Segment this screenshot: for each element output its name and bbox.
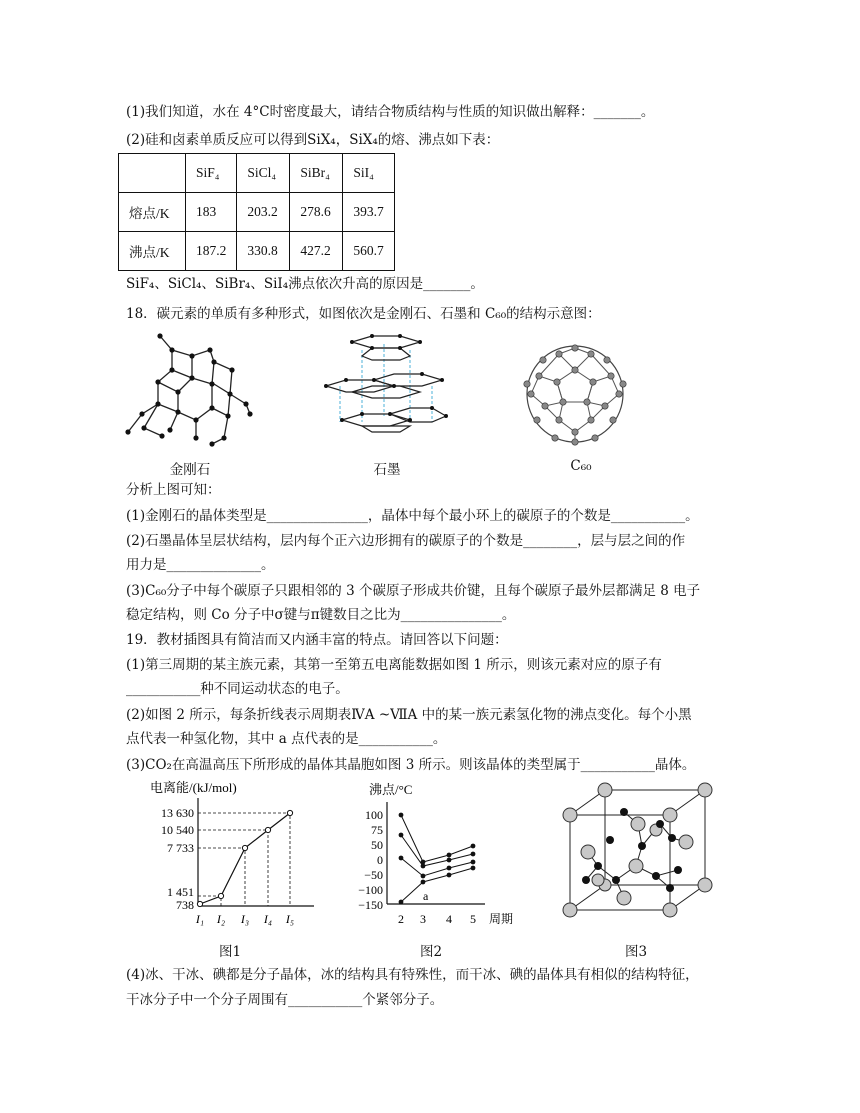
q18-part-3b: 稳定结构，则 Co 分子中σ键与π键数目之比为_______________。 [126, 607, 516, 623]
fig2-caption: 图2 [419, 944, 443, 960]
fig2-xtick: 5 [470, 912, 476, 926]
graphite-structure-figure [322, 330, 452, 438]
table-header: SiBr₄ [290, 154, 343, 193]
caption-diamond: 金刚石 [169, 462, 211, 478]
figure-1-ionization-energy [130, 780, 330, 930]
fig1-ytick: 1 451 [167, 885, 194, 899]
fig2-ytick: 75 [371, 823, 383, 837]
q19-part-2a: (2)如图 2 所示，每条折线表示周期表ⅣA ~ⅦA 中的某一族元素氢化物的沸点变化。每个小黑 [126, 707, 692, 723]
sihalide-table [118, 153, 395, 271]
fig2-xlabel: 周期 [489, 912, 514, 926]
table-cell: 560.7 [343, 232, 394, 271]
q19-part-4b: 干冰分子中一个分子周围有___________个紧邻分子。 [126, 992, 444, 1008]
table-cell [119, 154, 186, 193]
fig2-ytick: −100 [358, 883, 383, 897]
fig2-point-a: a [423, 889, 429, 903]
q19-part-1a: (1)第三周期的某主族元素，其第一至第五电离能数据如图 1 所示，则该元素对应的原子有 [126, 657, 662, 673]
diamond-structure-figure [122, 326, 257, 451]
q17-line-1: (1)我们知道，水在 4°C时密度最大，请结合物质结构与性质的知识做出解释：_______。 [126, 104, 655, 120]
fig1-ytick: 738 [176, 898, 194, 912]
q19-part-2b: 点代表一种氢化物，其中 a 点代表的是___________。 [126, 731, 447, 747]
table-cell: 330.8 [237, 232, 290, 271]
figure-3-unit-cell [560, 780, 720, 920]
fig1-xtick: I₄ [263, 912, 273, 926]
q19-part-3: (3)CO₂在高温高压下所形成的晶体其晶胞如图 3 所示。则该晶体的类型属于___________晶体。 [126, 757, 696, 773]
fig2-ytick: 100 [365, 808, 383, 822]
table-cell: 187.2 [186, 232, 237, 271]
caption-c60: C₆₀ [570, 458, 592, 474]
fig2-ytick: −50 [364, 868, 383, 882]
fig2-ytick: −150 [358, 898, 383, 912]
table-cell: 427.2 [290, 232, 343, 271]
table-cell: 熔点/K [119, 193, 186, 232]
fig2-xtick: 2 [398, 912, 404, 926]
fig1-xtick: I₃ [240, 912, 250, 926]
table-row [119, 193, 395, 232]
fig1-xtick: I₁ [195, 912, 205, 926]
table-cell: 203.2 [237, 193, 290, 232]
figure-2-boiling-points [345, 780, 525, 930]
q17-line-3: SiF₄、SiCl₄、SiBr₄、SiI₄沸点依次升高的原因是_______。 [126, 276, 484, 292]
q19-part-1b: ___________种不同运动状态的电子。 [126, 681, 349, 697]
fig2-ylabel: 沸点/°C [369, 782, 413, 797]
fig1-xtick: I₂ [216, 912, 226, 926]
q18-part-3a: (3)C₆₀分子中每个碳原子只跟相邻的 3 个碳原子形成共价键，且每个碳原子最外层都满足 8 电子 [126, 583, 701, 599]
q18-intro: 18．碳元素的单质有多种形式，如图依次是金刚石、石墨和 C₆₀的结构示意图： [126, 306, 601, 322]
fig3-caption: 图3 [624, 944, 648, 960]
table-cell: 183 [186, 193, 237, 232]
table-cell: 沸点/K [119, 232, 186, 271]
q18-part-2a: (2)石墨晶体呈层状结构，层内每个正六边形拥有的碳原子的个数是________，层与层之间的作 [126, 533, 686, 549]
fig1-xtick: I₅ [285, 912, 295, 926]
table-cell: 278.6 [290, 193, 343, 232]
fig2-xtick: 3 [420, 912, 426, 926]
fig2-ytick: 0 [377, 853, 383, 867]
fig1-ytick: 10 540 [161, 823, 194, 837]
caption-graphite: 石墨 [373, 462, 401, 478]
table-header: SiI₄ [343, 154, 394, 193]
fig1-caption: 图1 [218, 944, 242, 960]
q19-part-4a: (4)冰、干冰、碘都是分子晶体，冰的结构具有特殊性，而干冰、碘的晶体具有相似的结构特征， [126, 967, 699, 983]
fig1-ytick: 13 630 [161, 806, 194, 820]
q18-part-2b: 用力是______________。 [126, 557, 275, 573]
q19-intro: 19．教材插图具有简洁而又内涵丰富的特点。请回答以下问题： [126, 632, 508, 648]
table-row [119, 232, 395, 271]
fig1-ytick: 7 733 [167, 841, 194, 855]
table-header-row [119, 154, 395, 193]
q18-analysis: 分析上图可知： [126, 482, 221, 498]
table-header: SiCl₄ [237, 154, 290, 193]
fig2-xtick: 4 [446, 912, 452, 926]
table-cell: 393.7 [343, 193, 394, 232]
q17-line-2: (2)硅和卤素单质反应可以得到SiX₄，SiX₄的熔、沸点如下表： [126, 132, 500, 148]
table-header: SiF₄ [186, 154, 237, 193]
c60-structure-figure [521, 340, 631, 448]
fig1-ylabel: 电离能/(kJ/mol) [150, 780, 237, 795]
q18-part-1: (1)金刚石的晶体类型是_______________，晶体中每个最小环上的碳原子的个数是___________。 [126, 508, 699, 524]
fig2-ytick: 50 [371, 838, 383, 852]
